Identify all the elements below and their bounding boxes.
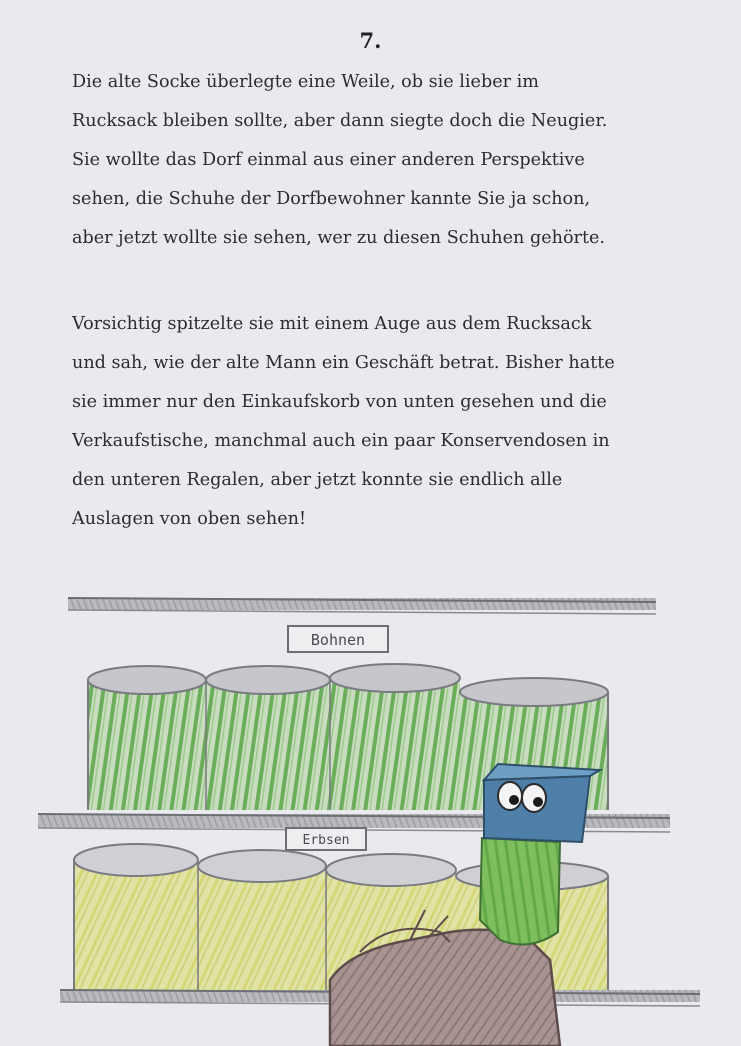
paragraph-1 <box>72 63 672 258</box>
pea-can <box>198 850 326 990</box>
text-line: Auslagen von oben sehen! <box>72 509 307 529</box>
bean-can <box>88 666 206 810</box>
text-line: sehen, die Schuhe der Dorfbewohner kannte Sie ja schon, <box>72 189 591 209</box>
paragraph-2 <box>72 305 672 539</box>
bean-can <box>206 666 330 810</box>
page-number: 7. <box>359 28 382 53</box>
shop-shelf-illustration <box>30 580 720 1046</box>
pea-label-text: Erbsen <box>302 833 350 848</box>
bean-label-text: Bohnen <box>310 631 366 649</box>
text-line: und sah, wie der alte Mann ein Geschäft betrat. Bisher hatte <box>72 353 615 373</box>
text-line: den unteren Regalen, aber jetzt konnte sie endlich alle <box>72 470 563 490</box>
pea-can <box>74 844 198 990</box>
text-line: Die alte Socke überlegte eine Weile, ob sie lieber im <box>72 72 539 92</box>
bean-label <box>288 626 388 652</box>
text-line: Rucksack bleiben sollte, aber dann siegte doch die Neugier. <box>72 111 608 131</box>
text-line: sie immer nur den Einkaufskorb von unten gesehen und die <box>72 392 607 412</box>
text-line: aber jetzt wollte sie sehen, wer zu diesen Schuhen gehörte. <box>72 228 606 248</box>
text-line: Verkaufstische, manchmal auch ein paar Konservendosen in <box>72 431 610 451</box>
bean-can <box>330 664 460 810</box>
text-line: Vorsichtig spitzelte sie mit einem Auge aus dem Rucksack <box>72 314 592 334</box>
text-line: Sie wollte das Dorf einmal aus einer anderen Perspektive <box>72 150 585 170</box>
pea-label <box>286 828 366 850</box>
